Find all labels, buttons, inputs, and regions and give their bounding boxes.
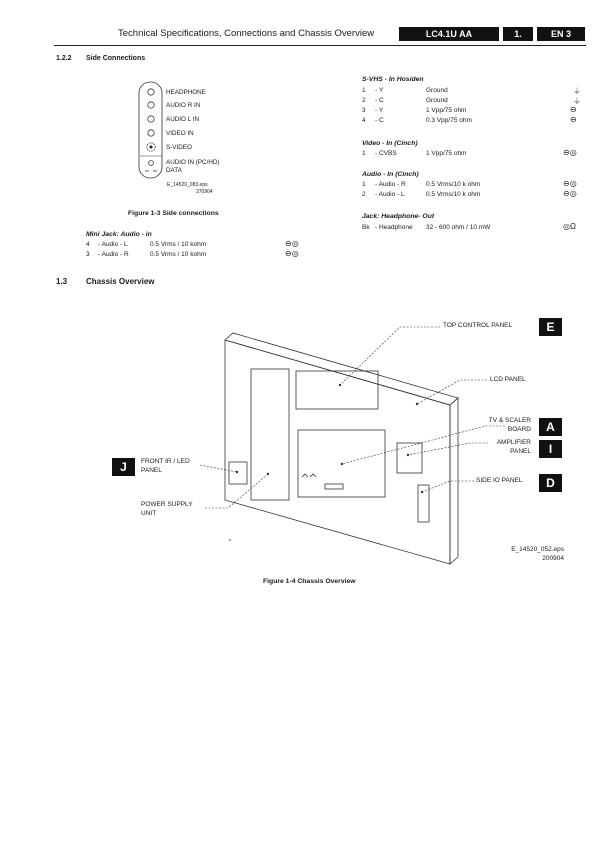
panel-label-audio-l-in: AUDIO L IN: [166, 116, 200, 123]
box-j: J: [112, 458, 135, 476]
eps-date-1-3: 270904: [196, 189, 213, 195]
chassis-drawing: [225, 333, 458, 564]
svhs-name: - Y: [375, 87, 384, 94]
page-number-badge: EN 3: [537, 27, 585, 41]
eps-filename-1-3: E_14520_083.eps: [167, 182, 208, 188]
svhs-title: S-VHS - In Hosiden: [362, 76, 424, 83]
svhs-name: - C: [375, 117, 384, 124]
video-cinch-pin: 1: [362, 150, 366, 157]
label-front-ir-line2: PANEL: [141, 467, 162, 474]
headphone-out-pin: Bk: [362, 224, 370, 231]
svhs-pin: 2: [362, 97, 366, 104]
headphone-out-title: Jack: Headphone- Out: [362, 213, 435, 220]
panel-label-headphone: HEADPHONE: [166, 89, 206, 96]
audio-cinch-pin: 1: [362, 181, 366, 188]
panel-label-data: DATA: [166, 167, 182, 174]
mini-jack-pin: 3: [86, 251, 90, 258]
mini-jack-spec: 0.5 Vrms / 10 kohm: [150, 241, 207, 248]
cinch-input-icon: ⊖◎: [563, 189, 577, 198]
headphone-output-icon: ◎Ω: [563, 222, 576, 231]
eps-filename-1-4: E_14520_052.eps: [511, 546, 564, 553]
label-front-ir-line1: FRONT IR / LED: [141, 458, 190, 465]
section-badge: 1.: [503, 27, 533, 41]
ground-icon: ⏚: [573, 87, 581, 96]
label-top-control-panel: TOP CONTROL PANEL: [443, 322, 513, 329]
cinch-input-icon: ⊖◎: [563, 179, 577, 188]
box-i: I: [539, 440, 562, 458]
video-cinch-name: - CVBS: [375, 150, 397, 157]
video-cinch-spec: 1 Vpp/75 ohm: [426, 150, 467, 157]
mini-jack-name: - Audio - L: [98, 241, 128, 248]
section-title-side-connections: Side Connections: [86, 55, 146, 62]
svhs-pin: 4: [362, 117, 366, 124]
figure-caption-1-4: Figure 1-4 Chassis Overview: [263, 578, 356, 585]
model-badge: LC4.1U AA: [399, 27, 499, 41]
figure-caption-1-3: Figure 1-3 Side connections: [128, 210, 219, 217]
section-number-1-2-2: 1.2.2: [56, 55, 72, 62]
svhs-pin: 3: [362, 107, 366, 114]
label-amplifier-line2: PANEL: [510, 448, 531, 455]
svhs-spec: Ground: [426, 97, 448, 104]
headphone-out-name: - Headphone: [375, 224, 413, 231]
svhs-name: - C: [375, 97, 384, 104]
audio-cinch-title: Audio - In (Cinch): [362, 171, 419, 178]
box-a: A: [539, 418, 562, 436]
svhs-spec: 1 Vpp/75 ohm: [426, 107, 467, 114]
headphone-out-spec: 32 - 600 ohm / 10 mW: [426, 224, 491, 231]
mini-jack-spec: 0.5 Vrms / 10 kohm: [150, 251, 207, 258]
label-lcd-panel: LCD PANEL: [490, 376, 526, 383]
audio-cinch-spec: 0.5 Vrms/10 k ohm: [426, 181, 481, 188]
box-d: D: [539, 474, 562, 492]
audio-cinch-spec: 0.5 Vrms/10 k ohm: [426, 191, 481, 198]
svhs-name: - Y: [375, 107, 384, 114]
section-number-1-3: 1.3: [56, 277, 68, 286]
mini-jack-pin: 4: [86, 241, 90, 248]
eps-date-1-4: 200904: [542, 555, 564, 562]
chassis-leader-lines: [200, 327, 505, 508]
svhs-spec: 0.3 Vpp/75 ohm: [426, 117, 472, 124]
mini-jack-name: - Audio - R: [98, 251, 129, 258]
label-power-supply-line1: POWER SUPPLY: [141, 501, 193, 508]
mini-jack-symbol: ⊖◎: [285, 239, 299, 248]
panel-label-audio-r-in: AUDIO R IN: [166, 102, 201, 109]
input-icon: ⊖: [570, 105, 577, 114]
audio-cinch-pin: 2: [362, 191, 366, 198]
panel-label-video-in: VIDEO IN: [166, 130, 194, 137]
page-header-title: Technical Specifications, Connections and Chassis Overview: [118, 28, 375, 39]
label-tv-scaler-line1: TV & SCALER: [488, 417, 531, 424]
section-title-chassis-overview: Chassis Overview: [86, 277, 155, 286]
cinch-input-icon: ⊖◎: [563, 148, 577, 157]
label-side-io-panel: SIDE IO PANEL: [476, 477, 523, 484]
ground-icon: ⏚: [573, 97, 581, 106]
mini-jack-symbol: ⊖◎: [285, 249, 299, 258]
audio-cinch-name: - Audio - R: [375, 181, 406, 188]
input-icon: ⊖: [570, 115, 577, 124]
panel-label-audio-in-pc-hd: AUDIO IN (PC/HD): [166, 159, 220, 166]
video-cinch-title: Video - In (Cinch): [362, 140, 418, 147]
label-amplifier-line1: AMPLIFIER: [496, 439, 531, 446]
label-tv-scaler-line2: BOARD: [507, 426, 531, 433]
mini-jack-title: Mini Jack: Audio - in: [86, 231, 152, 238]
svhs-spec: Ground: [426, 87, 448, 94]
box-e: E: [539, 318, 562, 336]
audio-cinch-name: - Audio - L: [375, 191, 405, 198]
svhs-pin: 1: [362, 87, 366, 94]
label-power-supply-line2: UNIT: [141, 510, 157, 517]
panel-label-s-video: S-VIDEO: [166, 144, 192, 151]
